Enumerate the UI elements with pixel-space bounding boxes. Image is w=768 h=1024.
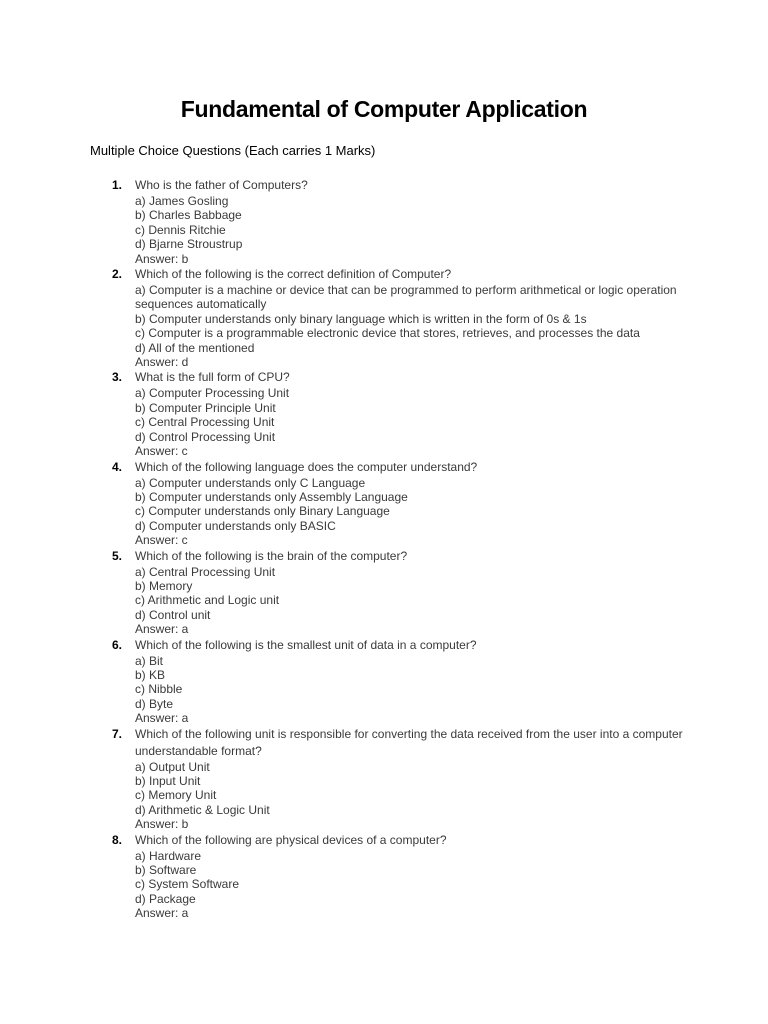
question-text: What is the full form of CPU?: [135, 370, 290, 385]
answer-key: Answer: a: [135, 711, 189, 726]
section-subtitle: Multiple Choice Questions (Each carries 1 Marks): [90, 143, 376, 158]
answer-option: c) Nibble: [135, 682, 183, 697]
answer-option: c) Arithmetic and Logic unit: [135, 593, 280, 608]
answer-option: d) Byte: [135, 696, 174, 711]
question-text: Which of the following is the correct definition of Computer?: [135, 267, 452, 282]
answer-option: c) Memory Unit: [135, 788, 217, 803]
answer-option: d) Control Processing Unit: [135, 429, 276, 444]
question-number: 3.: [112, 370, 123, 385]
question-text: Which of the following is the smallest unit of data in a computer?: [135, 637, 477, 652]
question-number: 4.: [112, 459, 123, 474]
answer-option: c) System Software: [135, 877, 240, 892]
question-text: Which of the following is the brain of the computer?: [135, 548, 408, 563]
document-title: Fundamental of Computer Application: [180, 96, 588, 122]
answer-option: a) Computer understands only C Language: [135, 475, 366, 490]
answer-option: b) Computer understands only binary language which is written in the form of 0s & 1s: [135, 311, 587, 326]
answer-key: Answer: d: [135, 355, 189, 370]
answer-option: d) Package: [135, 891, 196, 906]
question-number: 5.: [112, 548, 123, 563]
answer-key: Answer: b: [135, 251, 189, 266]
answer-option: a) Computer is a machine or device that can be programmed to perform arithmetical or logic operation sequences automatically: [135, 283, 677, 312]
question-number: 7.: [112, 726, 123, 741]
answer-option: b) Computer Principle Unit: [135, 400, 276, 415]
question-item: [0, 548, 768, 637]
answer-option: d) Control unit: [135, 607, 211, 622]
answer-option: a) Central Processing Unit: [135, 564, 276, 579]
question-item: [0, 369, 768, 458]
answer-option: a) James Gosling: [135, 194, 229, 208]
question-number: 2.: [112, 267, 123, 282]
answer-option: c) Computer is a programmable electronic device that stores, retrieves, and processes the data: [135, 326, 640, 341]
answer-option: c) Central Processing Unit: [135, 415, 275, 430]
answer-key: Answer: a: [135, 906, 189, 921]
answer-option: d) Bjarne Stroustrup: [135, 237, 243, 252]
question-item: [0, 459, 768, 548]
answer-option: b) Charles Babbage: [135, 208, 242, 223]
answer-key: Answer: c: [135, 533, 188, 548]
answer-option: a) Computer Processing Unit: [135, 386, 290, 401]
answer-option: c) Computer understands only Binary Language: [135, 504, 390, 519]
answer-option: b) KB: [135, 667, 166, 682]
question-item: [0, 832, 768, 921]
question-item: [0, 266, 768, 369]
question-list: [0, 177, 768, 921]
answer-option: b) Input Unit: [135, 774, 201, 788]
question-item: [0, 177, 768, 266]
question-item: [0, 726, 768, 832]
question-text: Which of the following are physical devices of a computer?: [135, 832, 447, 847]
answer-option: c) Dennis Ritchie: [135, 222, 226, 237]
answer-option: d) All of the mentioned: [135, 340, 255, 355]
answer-option: d) Computer understands only BASIC: [135, 518, 336, 533]
question-text: Who is the father of Computers?: [135, 178, 308, 192]
question-text: Which of the following language does the computer understand?: [135, 459, 478, 474]
answer-option: a) Bit: [135, 653, 164, 668]
answer-option: a) Output Unit: [135, 759, 210, 774]
answer-option: d) Arithmetic & Logic Unit: [135, 802, 270, 817]
answer-key: Answer: c: [135, 444, 188, 459]
answer-key: Answer: b: [135, 817, 189, 832]
answer-option: a) Hardware: [135, 848, 202, 863]
answer-option: b) Computer understands only Assembly Language: [135, 489, 408, 504]
answer-key: Answer: a: [135, 622, 189, 637]
answer-option: b) Software: [135, 863, 197, 878]
question-item: [0, 637, 768, 726]
question-text: Which of the following unit is responsible for converting the data received from the user into a computer understandable format?: [135, 726, 683, 758]
question-number: 1.: [112, 178, 123, 192]
answer-option: b) Memory: [135, 578, 193, 593]
question-number: 8.: [112, 832, 123, 847]
question-number: 6.: [112, 637, 123, 652]
